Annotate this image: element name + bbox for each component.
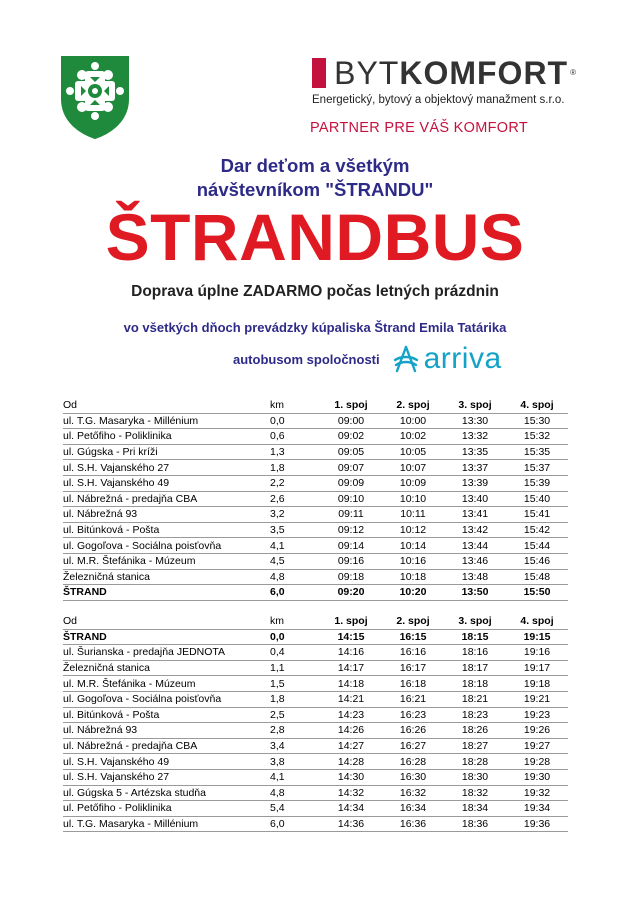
stop-name: ul. Petőfiho - Poliklinika: [63, 429, 270, 445]
trip-1-time: 09:02: [320, 429, 382, 445]
table-row: [63, 413, 568, 429]
trip-1-time: 14:21: [320, 691, 382, 707]
trip-4-time: 15:37: [506, 460, 568, 476]
stop-name: ul. Bitúnková - Pošta: [63, 707, 270, 723]
trip-1-time: 14:23: [320, 707, 382, 723]
trip-3-time: 18:36: [444, 816, 506, 832]
table-row: [63, 569, 568, 585]
stop-name: Železničná stanica: [63, 660, 270, 676]
trip-3-time: 13:50: [444, 585, 506, 601]
trip-3-time: 18:32: [444, 785, 506, 801]
table-row: [63, 676, 568, 692]
stop-name: ul. S.H. Vajanského 49: [63, 754, 270, 770]
distance-km: 0,6: [270, 429, 320, 445]
stop-name: ul. M.R. Štefánika - Múzeum: [63, 676, 270, 692]
trip-2-time: 16:36: [382, 816, 444, 832]
table-row: [63, 723, 568, 739]
trip-4-time: 19:36: [506, 816, 568, 832]
trip-1-time: 09:11: [320, 507, 382, 523]
trip-3-time: 13:40: [444, 491, 506, 507]
operator-label: autobusom spoločnosti: [233, 351, 380, 367]
trip-1-time: 09:16: [320, 553, 382, 569]
table-row: [63, 769, 568, 785]
operator-line: [233, 342, 502, 376]
distance-km: 2,2: [270, 475, 320, 491]
page-title: ŠTRANDBUS: [105, 200, 525, 274]
trip-4-time: 19:30: [506, 769, 568, 785]
trip-3-time: 13:39: [444, 475, 506, 491]
col-header-trip-3: 3. spoj: [444, 614, 506, 629]
trip-1-time: 14:16: [320, 645, 382, 661]
trip-1-time: 09:18: [320, 569, 382, 585]
distance-km: 4,8: [270, 569, 320, 585]
table-row: [63, 429, 568, 445]
arriva-logo: [392, 342, 502, 376]
trip-2-time: 10:20: [382, 585, 444, 601]
trip-4-time: 19:15: [506, 629, 568, 645]
table-row: [63, 816, 568, 832]
distance-km: 4,8: [270, 785, 320, 801]
trip-4-time: 19:32: [506, 785, 568, 801]
partner-slogan: PARTNER PRE VÁŠ KOMFORT: [310, 120, 528, 136]
trip-2-time: 10:16: [382, 553, 444, 569]
trip-3-time: 18:18: [444, 676, 506, 692]
trip-4-time: 19:23: [506, 707, 568, 723]
trip-4-time: 15:41: [506, 507, 568, 523]
trip-3-time: 18:16: [444, 645, 506, 661]
timetable-from-strand: [63, 614, 568, 832]
table-row: [63, 691, 568, 707]
trip-1-time: 09:14: [320, 538, 382, 554]
trip-1-time: 14:28: [320, 754, 382, 770]
stop-name: ul. T.G. Masaryka - Millénium: [63, 413, 270, 429]
stop-name: ul. T.G. Masaryka - Millénium: [63, 816, 270, 832]
distance-km: 3,5: [270, 522, 320, 538]
table-row: [63, 629, 568, 645]
trip-1-time: 09:09: [320, 475, 382, 491]
trip-1-time: 14:34: [320, 801, 382, 817]
distance-km: 3,8: [270, 754, 320, 770]
trip-3-time: 13:30: [444, 413, 506, 429]
distance-km: 3,2: [270, 507, 320, 523]
operating-days-note: vo všetkých dňoch prevádzky kúpaliska Štrand Emila Tatárika: [123, 320, 507, 335]
col-header-from: Od: [63, 398, 270, 413]
distance-km: 2,6: [270, 491, 320, 507]
trip-2-time: 16:21: [382, 691, 444, 707]
trip-2-time: 16:28: [382, 754, 444, 770]
trip-2-time: 10:07: [382, 460, 444, 476]
distance-km: 0,0: [270, 629, 320, 645]
logo-square-icon: [312, 58, 326, 88]
trip-2-time: 16:34: [382, 801, 444, 817]
distance-km: 0,0: [270, 413, 320, 429]
trip-3-time: 13:44: [444, 538, 506, 554]
distance-km: 1,8: [270, 691, 320, 707]
stop-name: ul. Nábrežná - predajňa CBA: [63, 491, 270, 507]
brand-main: KOMFORT: [399, 55, 569, 91]
trip-2-time: 16:23: [382, 707, 444, 723]
trip-4-time: 19:21: [506, 691, 568, 707]
gift-line-1: Dar deťom a všetkým: [220, 155, 410, 176]
stop-name: ul. Gogoľova - Sociálna poisťovňa: [63, 691, 270, 707]
trip-2-time: 10:11: [382, 507, 444, 523]
trip-2-time: 10:05: [382, 444, 444, 460]
stop-name: ul. Nábrežná - predajňa CBA: [63, 738, 270, 754]
stop-name: ul. Petőfiho - Poliklinika: [63, 801, 270, 817]
distance-km: 1,8: [270, 460, 320, 476]
company-logo: [312, 56, 577, 106]
trip-4-time: 15:44: [506, 538, 568, 554]
distance-km: 1,1: [270, 660, 320, 676]
distance-km: 3,4: [270, 738, 320, 754]
stop-name: ul. S.H. Vajanského 49: [63, 475, 270, 491]
trip-3-time: 18:30: [444, 769, 506, 785]
trip-2-time: 16:16: [382, 645, 444, 661]
table-row: [63, 491, 568, 507]
trip-2-time: 10:18: [382, 569, 444, 585]
table-row: [63, 645, 568, 661]
trip-1-time: 09:12: [320, 522, 382, 538]
gift-line-2: návštevníkom "ŠTRANDU": [196, 179, 434, 200]
table-row: [63, 444, 568, 460]
trip-4-time: 15:50: [506, 585, 568, 601]
col-header-trip-1: 1. spoj: [320, 398, 382, 413]
trip-1-time: 09:07: [320, 460, 382, 476]
col-header-trip-4: 4. spoj: [506, 398, 568, 413]
timetable-to-strand: [63, 398, 568, 601]
table-row: [63, 801, 568, 817]
trip-3-time: 18:34: [444, 801, 506, 817]
distance-km: 4,5: [270, 553, 320, 569]
trip-3-time: 13:42: [444, 522, 506, 538]
trip-4-time: 15:46: [506, 553, 568, 569]
distance-km: 6,0: [270, 585, 320, 601]
trip-4-time: 19:26: [506, 723, 568, 739]
table-header-row: [63, 398, 568, 413]
trip-4-time: 15:35: [506, 444, 568, 460]
trip-2-time: 10:02: [382, 429, 444, 445]
trip-2-time: 10:14: [382, 538, 444, 554]
stop-name: ul. Nábrežná 93: [63, 507, 270, 523]
table-row: [63, 585, 568, 601]
distance-km: 5,4: [270, 801, 320, 817]
col-header-trip-4: 4. spoj: [506, 614, 568, 629]
table-row: [63, 553, 568, 569]
trip-1-time: 14:27: [320, 738, 382, 754]
stop-name: ul. Bitúnková - Pošta: [63, 522, 270, 538]
trip-3-time: 18:27: [444, 738, 506, 754]
trip-4-time: 19:34: [506, 801, 568, 817]
distance-km: 4,1: [270, 538, 320, 554]
col-header-km: km: [270, 398, 320, 413]
table-row: [63, 475, 568, 491]
gift-heading: [0, 154, 630, 202]
trip-4-time: 15:32: [506, 429, 568, 445]
trip-3-time: 13:37: [444, 460, 506, 476]
operator-name: arriva: [423, 342, 502, 375]
trip-3-time: 18:17: [444, 660, 506, 676]
trip-2-time: 16:17: [382, 660, 444, 676]
table-header-row: [63, 614, 568, 629]
trip-4-time: 19:28: [506, 754, 568, 770]
trip-4-time: 19:16: [506, 645, 568, 661]
table-row: [63, 754, 568, 770]
trip-2-time: 10:10: [382, 491, 444, 507]
stop-name: ul. Šurianska - predajňa JEDNOTA: [63, 645, 270, 661]
trip-2-time: 16:32: [382, 785, 444, 801]
stop-name: ul. S.H. Vajanského 27: [63, 460, 270, 476]
trip-1-time: 09:20: [320, 585, 382, 601]
stop-name: ul. Gúgska - Pri kríži: [63, 444, 270, 460]
trip-2-time: 16:18: [382, 676, 444, 692]
arriva-mark-icon: [392, 344, 420, 374]
table-row: [63, 738, 568, 754]
trip-4-time: 15:30: [506, 413, 568, 429]
trip-4-time: 15:48: [506, 569, 568, 585]
table-row: [63, 707, 568, 723]
stop-name: ul. Gogoľova - Sociálna poisťovňa: [63, 538, 270, 554]
trip-1-time: 14:36: [320, 816, 382, 832]
trip-3-time: 18:26: [444, 723, 506, 739]
distance-km: 2,8: [270, 723, 320, 739]
distance-km: 1,3: [270, 444, 320, 460]
stop-name: ul. M.R. Štefánika - Múzeum: [63, 553, 270, 569]
trip-3-time: 18:21: [444, 691, 506, 707]
stop-name: Železničná stanica: [63, 569, 270, 585]
trip-4-time: 19:27: [506, 738, 568, 754]
brand-mark: ®: [570, 68, 577, 77]
trip-3-time: 13:41: [444, 507, 506, 523]
distance-km: 4,1: [270, 769, 320, 785]
table-row: [63, 522, 568, 538]
distance-km: 6,0: [270, 816, 320, 832]
trip-3-time: 18:15: [444, 629, 506, 645]
trip-4-time: 19:17: [506, 660, 568, 676]
col-header-trip-3: 3. spoj: [444, 398, 506, 413]
distance-km: 0,4: [270, 645, 320, 661]
col-header-trip-2: 2. spoj: [382, 398, 444, 413]
trip-1-time: 14:30: [320, 769, 382, 785]
stop-name: ul. S.H. Vajanského 27: [63, 769, 270, 785]
table-row: [63, 785, 568, 801]
trip-2-time: 10:00: [382, 413, 444, 429]
table-row: [63, 660, 568, 676]
free-transport-note: Doprava úplne ZADARMO počas letných prázdnin: [131, 283, 499, 300]
stop-name: ul. Nábrežná 93: [63, 723, 270, 739]
distance-km: 2,5: [270, 707, 320, 723]
trip-4-time: 15:40: [506, 491, 568, 507]
col-header-trip-2: 2. spoj: [382, 614, 444, 629]
stop-name: ul. Gúgska 5 - Artézska studňa: [63, 785, 270, 801]
trip-2-time: 10:09: [382, 475, 444, 491]
col-header-trip-1: 1. spoj: [320, 614, 382, 629]
table-row: [63, 460, 568, 476]
trip-2-time: 16:26: [382, 723, 444, 739]
trip-1-time: 14:15: [320, 629, 382, 645]
trip-4-time: 19:18: [506, 676, 568, 692]
col-header-from: Od: [63, 614, 270, 629]
trip-2-time: 16:27: [382, 738, 444, 754]
trip-1-time: 14:26: [320, 723, 382, 739]
trip-2-time: 10:12: [382, 522, 444, 538]
stop-name: ŠTRAND: [63, 585, 270, 601]
trip-3-time: 18:23: [444, 707, 506, 723]
stop-name: ŠTRAND: [63, 629, 270, 645]
table-row: [63, 507, 568, 523]
trip-1-time: 09:05: [320, 444, 382, 460]
col-header-km: km: [270, 614, 320, 629]
trip-4-time: 15:39: [506, 475, 568, 491]
trip-2-time: 16:15: [382, 629, 444, 645]
trip-3-time: 13:48: [444, 569, 506, 585]
trip-2-time: 16:30: [382, 769, 444, 785]
trip-1-time: 14:32: [320, 785, 382, 801]
brand-prefix: BYT: [334, 55, 400, 91]
trip-3-time: 13:32: [444, 429, 506, 445]
trip-1-time: 09:00: [320, 413, 382, 429]
trip-3-time: 13:35: [444, 444, 506, 460]
trip-3-time: 18:28: [444, 754, 506, 770]
distance-km: 1,5: [270, 676, 320, 692]
trip-3-time: 13:46: [444, 553, 506, 569]
town-crest-icon: [60, 55, 130, 139]
trip-1-time: 14:18: [320, 676, 382, 692]
trip-1-time: 09:10: [320, 491, 382, 507]
trip-4-time: 15:42: [506, 522, 568, 538]
trip-1-time: 14:17: [320, 660, 382, 676]
table-row: [63, 538, 568, 554]
brand-tagline: Energetický, bytový a objektový manažment s.r.o.: [312, 94, 565, 106]
